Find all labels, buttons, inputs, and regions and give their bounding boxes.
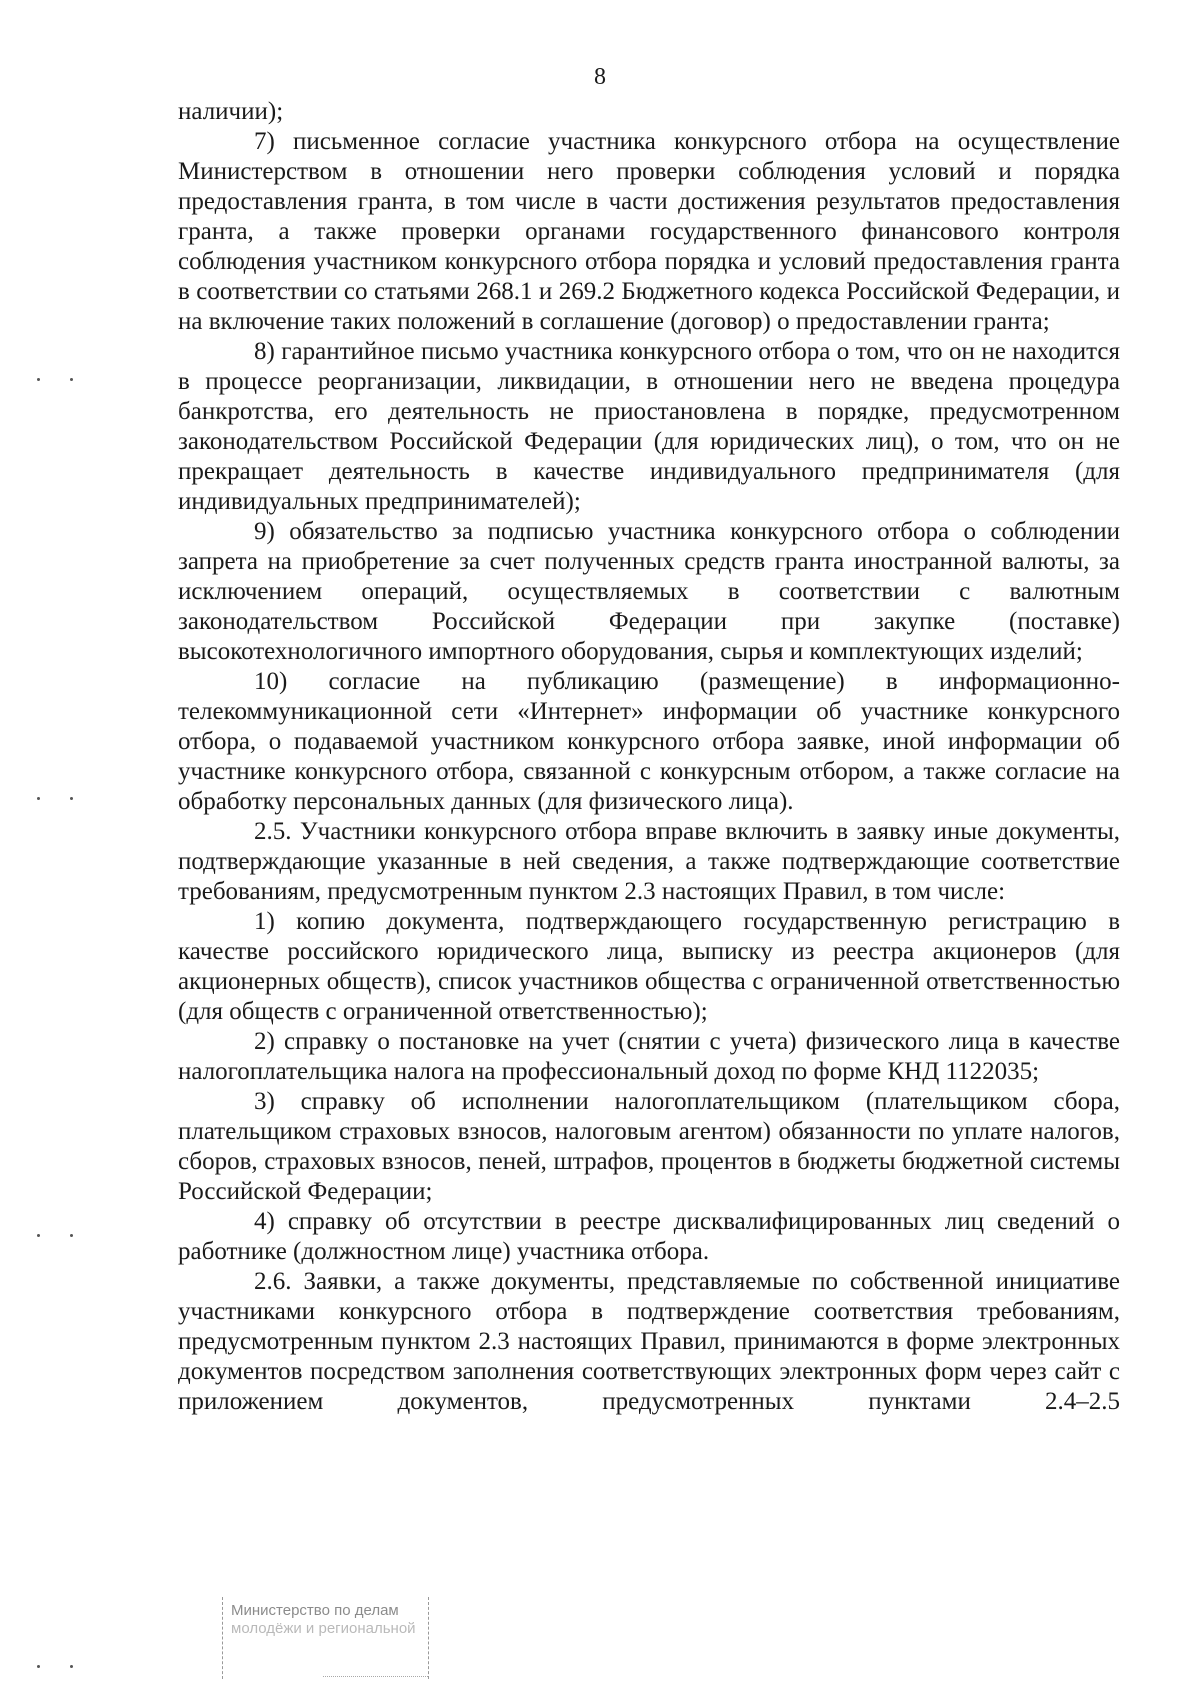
margin-dot	[70, 1234, 73, 1237]
margin-dot	[37, 378, 40, 381]
margin-dot	[70, 797, 73, 800]
paragraph-7: 1) копию документа, подтверждающего государственную регистрацию в качестве российского юридического лица, выписку из реестра акционеров (для акционерных обществ), список участников общества с ограниченной ответственностью (для обществ с ограниченной ответственностью);	[178, 908, 1120, 1025]
paragraph-5: 10) согласие на публикацию (размещение) в информационно-телекоммуникационной сети «Интернет» информации об участнике конкурсного отбора, о подаваемой участником конкурсного отбора заявке, иной информации об участнике конкурсного отбора, связанной с конкурсным отбором, а также согласие на обработку персональных данных (для физического лица).	[178, 668, 1120, 815]
margin-dot	[70, 378, 73, 381]
page-number: 8	[594, 64, 606, 90]
paragraph-6: 2.5. Участники конкурсного отбора вправе включить в заявку иные документы, подтверждающие указанные в ней сведения, а также подтверждающие соответствие требованиям, предусмотренным пунктом 2.3 настоящих Правил, в том числе:	[178, 818, 1120, 905]
margin-dot	[37, 1665, 40, 1668]
paragraph-8: 2) справку о постановке на учет (снятии с учета) физического лица в качестве налогоплательщика налога на профессиональный доход по форме КНД 1122035;	[178, 1028, 1120, 1085]
paragraph-10: 4) справку об отсутствии в реестре дисквалифицированных лиц сведений о работнике (должностном лице) участника отбора.	[178, 1208, 1120, 1265]
margin-dot	[37, 1234, 40, 1237]
paragraph-4: 9) обязательство за подписью участника конкурсного отбора о соблюдении запрета на приобретение за счет полученных средств гранта иностранной валюты, за исключением операций, осуществляемых в соответствии с валютным законодательством Российской Федерации при закупке (поставке) высокотехнологичного импортного оборудования, сырья и комплектующих изделий;	[178, 518, 1120, 665]
stamp-line-2: молодёжи и региональной	[231, 1620, 416, 1637]
registration-stamp	[222, 1597, 429, 1679]
paragraph-1: наличии);	[178, 98, 284, 125]
paragraph-3: 8) гарантийное письмо участника конкурсного отбора о том, что он не находится в процессе реорганизации, ликвидации, в отношении него не введена процедура банкротства, его деятельность не приостановлена в порядке, предусмотренном законодательством Российской Федерации (для юридических лиц), о том, что он не прекращает деятельность в качестве индивидуального предпринимателя (для индивидуальных предпринимателей);	[178, 338, 1120, 515]
margin-dot	[37, 797, 40, 800]
paragraph-9: 3) справку об исполнении налогоплательщиком (плательщиком сбора, плательщиком страховых взносов, налоговым агентом) обязанности по уплате налогов, сборов, страховых взносов, пеней, штрафов, процентов в бюджеты бюджетной системы Российской Федерации;	[178, 1088, 1120, 1205]
stamp-underline	[323, 1676, 428, 1677]
stamp-line-1: Министерство по делам	[231, 1602, 399, 1619]
margin-dot	[70, 1665, 73, 1668]
paragraph-11: 2.6. Заявки, а также документы, представляемые по собственной инициативе участниками конкурсного отбора в подтверждение соответствия требованиям, предусмотренным пунктом 2.3 настоящих Правил, принимаются в форме электронных документов посредством заполнения соответствующих электронных форм через сайт с приложением документов, предусмотренных пунктами 2.4–2.5	[178, 1268, 1120, 1415]
document-body	[178, 97, 1120, 1417]
paragraph-2: 7) письменное согласие участника конкурсного отбора на осуществление Министерством в отношении него проверки соблюдения условий и порядка предоставления гранта, в том числе в части достижения результатов предоставления гранта, а также проверки органами государственного финансового контроля соблюдения участником конкурсного отбора порядка и условий предоставления гранта в соответствии со статьями 268.1 и 269.2 Бюджетного кодекса Российской Федерации, и на включение таких положений в соглашение (договор) о предоставлении гранта;	[178, 128, 1120, 335]
